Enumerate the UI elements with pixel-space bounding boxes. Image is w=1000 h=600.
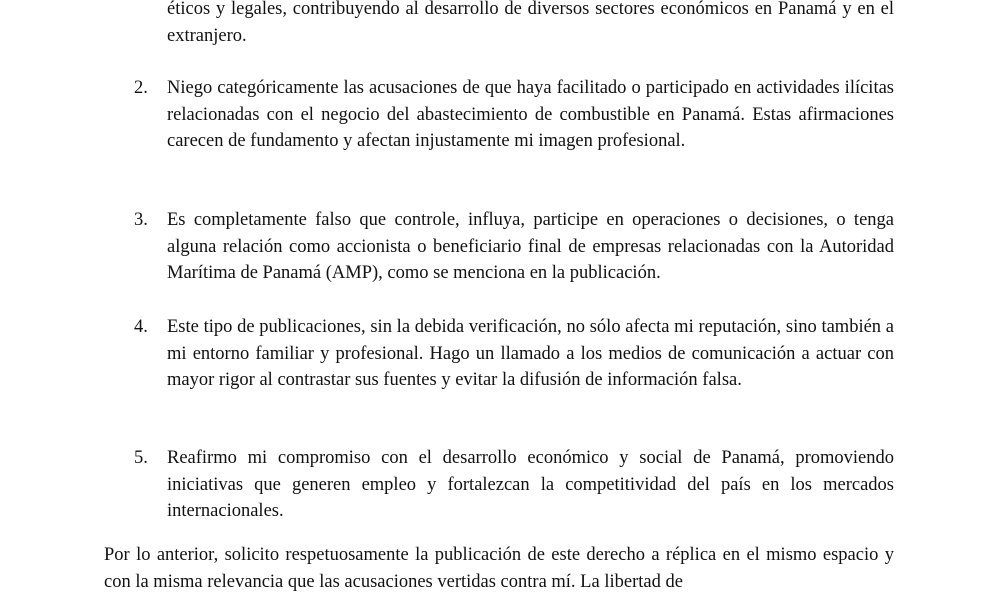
list-item-2 [104, 75, 894, 155]
list-item-number: 3. [134, 210, 148, 230]
list-item-text: Niego categóricamente las acusaciones de que haya facilitado o participado en actividades ilícitas relacionadas con el negocio del abastecimiento de combustible en Panamá. Estas afirmaciones carecen de fundamento y afectan injustamente mi imagen profesional. [167, 78, 894, 151]
list-item-text: Es completamente falso que controle, influya, participe en operaciones o decisiones, o tenga alguna relación como accionista o beneficiario final de empresas relacionadas con la Autoridad Marítima de Panamá (AMP), como se menciona en la publicación. [167, 210, 894, 283]
closing-paragraph: Por lo anterior, solicito respetuosamente la publicación de este derecho a réplica en el mismo espacio y con la misma relevancia que las acusaciones vertidas contra mí. La libertad de [104, 545, 894, 592]
list-item-number: 4. [134, 317, 148, 337]
list-item-text: Reafirmo mi compromiso con el desarrollo económico y social de Panamá, promoviendo iniciativas que generen empleo y fortalezcan la competitividad del país en los mercados internacionales. [167, 448, 894, 521]
list-item-number: 2. [134, 78, 148, 98]
list-item-4 [104, 314, 894, 394]
list-item-number: 5. [134, 448, 148, 468]
list-item-3 [104, 207, 894, 287]
list-item-5 [104, 445, 894, 525]
list-item-text: Este tipo de publicaciones, sin la debida verificación, no sólo afecta mi reputación, sino también a mi entorno familiar y profesional. Hago un llamado a los medios de comunicación a actuar con mayor rigor al contrastar sus fuentes y evitar la difusión de información falsa. [167, 317, 894, 390]
list-item-continuation [104, 0, 894, 49]
list-item-text: éticos y legales, contribuyendo al desarrollo de diversos sectores económicos en Panamá y en el extranjero. [167, 0, 894, 46]
